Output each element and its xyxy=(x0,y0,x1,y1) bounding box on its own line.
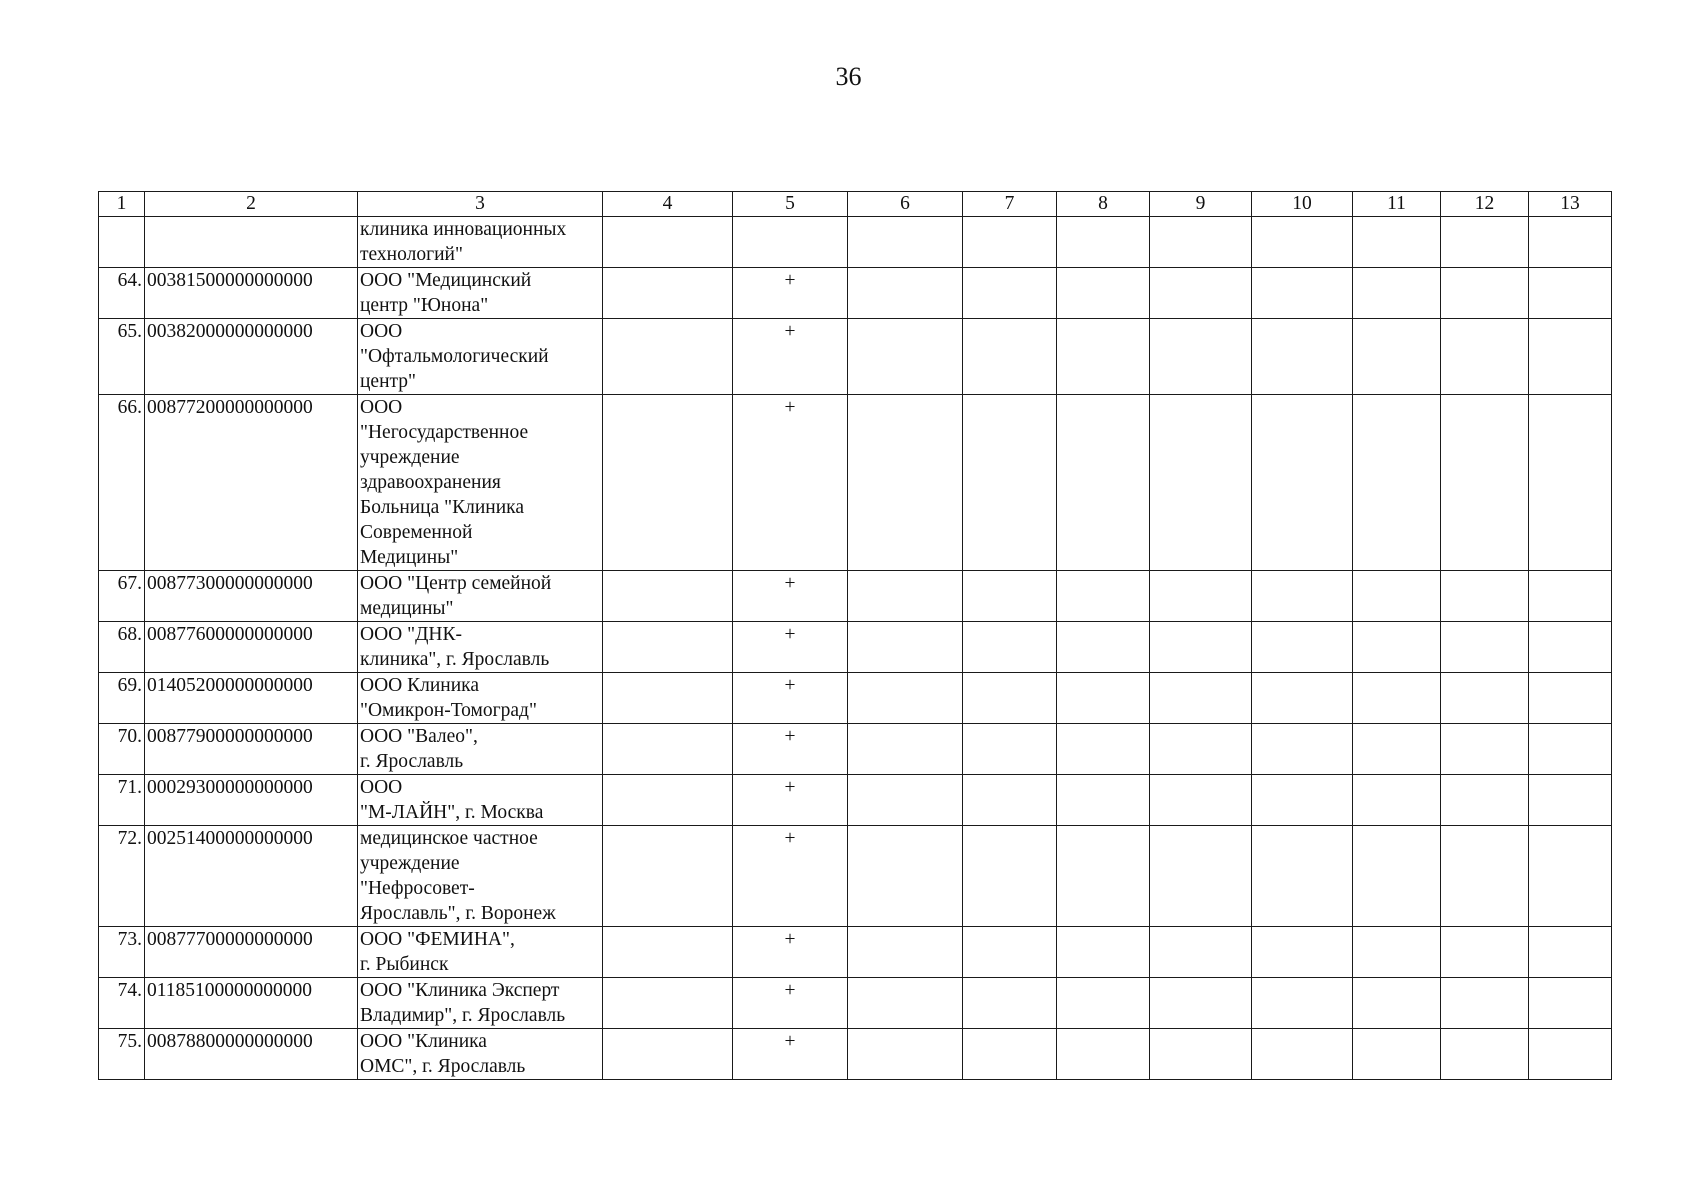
empty-cell xyxy=(1441,775,1529,826)
empty-cell xyxy=(848,724,963,775)
empty-cell xyxy=(1252,319,1353,395)
empty-cell xyxy=(1529,826,1612,927)
registry-code: 00877300000000000 xyxy=(145,571,358,622)
empty-cell xyxy=(1353,673,1441,724)
row-number: 64. xyxy=(99,268,145,319)
empty-cell xyxy=(1057,724,1150,775)
empty-cell xyxy=(848,1029,963,1080)
empty-cell xyxy=(1252,622,1353,673)
column-header: 11 xyxy=(1353,192,1441,217)
empty-cell xyxy=(603,724,733,775)
empty-cell xyxy=(963,978,1057,1029)
header-row xyxy=(99,192,1612,217)
empty-cell xyxy=(1252,268,1353,319)
empty-cell xyxy=(1529,1029,1612,1080)
column-header: 6 xyxy=(848,192,963,217)
empty-cell xyxy=(1529,268,1612,319)
row-number: 70. xyxy=(99,724,145,775)
table-row xyxy=(99,622,1612,673)
plus-mark: + xyxy=(733,622,848,673)
table-row xyxy=(99,571,1612,622)
table-row xyxy=(99,927,1612,978)
empty-cell xyxy=(1353,622,1441,673)
row-number: 68. xyxy=(99,622,145,673)
table-row xyxy=(99,1029,1612,1080)
plus-mark: + xyxy=(733,319,848,395)
empty-cell xyxy=(1529,673,1612,724)
empty-cell xyxy=(1353,724,1441,775)
row-number: 65. xyxy=(99,319,145,395)
empty-cell xyxy=(848,571,963,622)
organization-name: ООО "ФЕМИНА", г. Рыбинск xyxy=(358,927,603,978)
empty-cell xyxy=(1353,395,1441,571)
empty-cell xyxy=(1353,826,1441,927)
registry-code: 00382000000000000 xyxy=(145,319,358,395)
table-row xyxy=(99,775,1612,826)
empty-cell xyxy=(1252,217,1353,268)
empty-cell xyxy=(1441,319,1529,395)
empty-cell xyxy=(1441,622,1529,673)
empty-cell xyxy=(1441,268,1529,319)
empty-cell xyxy=(848,319,963,395)
empty-cell xyxy=(1252,1029,1353,1080)
empty-cell xyxy=(1150,978,1252,1029)
empty-cell xyxy=(1252,978,1353,1029)
empty-cell xyxy=(1353,1029,1441,1080)
empty-cell xyxy=(1057,775,1150,826)
empty-cell xyxy=(603,622,733,673)
empty-cell xyxy=(963,571,1057,622)
column-header: 8 xyxy=(1057,192,1150,217)
registry-code: 01405200000000000 xyxy=(145,673,358,724)
empty-cell xyxy=(848,217,963,268)
empty-cell xyxy=(1353,978,1441,1029)
registry-code: 00878800000000000 xyxy=(145,1029,358,1080)
empty-cell xyxy=(1057,1029,1150,1080)
empty-cell xyxy=(603,775,733,826)
empty-cell xyxy=(963,622,1057,673)
table-row xyxy=(99,724,1612,775)
empty-cell xyxy=(1150,319,1252,395)
empty-cell xyxy=(603,571,733,622)
row-number xyxy=(99,217,145,268)
empty-cell xyxy=(1150,268,1252,319)
empty-cell xyxy=(1353,217,1441,268)
empty-cell xyxy=(1252,775,1353,826)
empty-cell xyxy=(1353,571,1441,622)
empty-cell xyxy=(848,978,963,1029)
registry-code: 00877700000000000 xyxy=(145,927,358,978)
empty-cell xyxy=(1441,724,1529,775)
empty-cell xyxy=(963,927,1057,978)
plus-mark: + xyxy=(733,673,848,724)
empty-cell xyxy=(1529,319,1612,395)
organization-name: ООО "Центр семейной медицины" xyxy=(358,571,603,622)
row-number: 66. xyxy=(99,395,145,571)
plus-mark: + xyxy=(733,1029,848,1080)
organization-name: ООО "Офтальмологический центр" xyxy=(358,319,603,395)
empty-cell xyxy=(1057,978,1150,1029)
table-row xyxy=(99,826,1612,927)
empty-cell xyxy=(1057,217,1150,268)
empty-cell xyxy=(603,978,733,1029)
empty-cell xyxy=(1529,571,1612,622)
empty-cell xyxy=(1150,775,1252,826)
row-number: 73. xyxy=(99,927,145,978)
plus-mark: + xyxy=(733,571,848,622)
table-row xyxy=(99,395,1612,571)
empty-cell xyxy=(1353,775,1441,826)
column-header: 7 xyxy=(963,192,1057,217)
empty-cell xyxy=(848,826,963,927)
empty-cell xyxy=(1252,927,1353,978)
registry-code: 01185100000000000 xyxy=(145,978,358,1029)
empty-cell xyxy=(1353,319,1441,395)
column-header: 5 xyxy=(733,192,848,217)
row-number: 74. xyxy=(99,978,145,1029)
empty-cell xyxy=(1353,927,1441,978)
registry-code: 00029300000000000 xyxy=(145,775,358,826)
plus-mark: + xyxy=(733,826,848,927)
empty-cell xyxy=(1150,622,1252,673)
empty-cell xyxy=(963,826,1057,927)
column-header: 4 xyxy=(603,192,733,217)
empty-cell xyxy=(603,319,733,395)
column-header: 13 xyxy=(1529,192,1612,217)
empty-cell xyxy=(848,395,963,571)
table-row xyxy=(99,217,1612,268)
empty-cell xyxy=(1441,1029,1529,1080)
empty-cell xyxy=(848,622,963,673)
empty-cell xyxy=(1529,724,1612,775)
empty-cell xyxy=(1150,217,1252,268)
row-number: 69. xyxy=(99,673,145,724)
empty-cell xyxy=(963,724,1057,775)
column-header: 9 xyxy=(1150,192,1252,217)
organization-name: клиника инновационных технологий" xyxy=(358,217,603,268)
empty-cell xyxy=(1057,826,1150,927)
organization-name: медицинское частное учреждение "Нефросовет- Ярославль", г. Воронеж xyxy=(358,826,603,927)
column-header: 2 xyxy=(145,192,358,217)
empty-cell xyxy=(1441,673,1529,724)
organization-name: ООО "Негосударственное учреждение здравоохранения Больница "Клиника Современной Медицины" xyxy=(358,395,603,571)
empty-cell xyxy=(1529,622,1612,673)
row-number: 67. xyxy=(99,571,145,622)
row-number: 75. xyxy=(99,1029,145,1080)
plus-mark xyxy=(733,217,848,268)
registry-code xyxy=(145,217,358,268)
empty-cell xyxy=(1529,775,1612,826)
empty-cell xyxy=(603,927,733,978)
empty-cell xyxy=(1057,268,1150,319)
empty-cell xyxy=(1150,395,1252,571)
empty-cell xyxy=(1057,622,1150,673)
empty-cell xyxy=(1150,826,1252,927)
empty-cell xyxy=(603,673,733,724)
organization-name: ООО "Медицинский центр "Юнона" xyxy=(358,268,603,319)
column-header: 12 xyxy=(1441,192,1529,217)
empty-cell xyxy=(1252,571,1353,622)
empty-cell xyxy=(1057,319,1150,395)
empty-cell xyxy=(1150,927,1252,978)
empty-cell xyxy=(963,1029,1057,1080)
organization-name: ООО Клиника "Омикрон-Томоград" xyxy=(358,673,603,724)
table-row xyxy=(99,673,1612,724)
empty-cell xyxy=(963,268,1057,319)
plus-mark: + xyxy=(733,724,848,775)
empty-cell xyxy=(1441,826,1529,927)
empty-cell xyxy=(1252,826,1353,927)
page-number: 36 xyxy=(835,62,862,91)
empty-cell xyxy=(963,395,1057,571)
empty-cell xyxy=(603,217,733,268)
plus-mark: + xyxy=(733,927,848,978)
column-header: 10 xyxy=(1252,192,1353,217)
row-number: 72. xyxy=(99,826,145,927)
empty-cell xyxy=(1057,927,1150,978)
empty-cell xyxy=(1441,217,1529,268)
plus-mark: + xyxy=(733,268,848,319)
organization-name: ООО "Клиника Эксперт Владимир", г. Ярославль xyxy=(358,978,603,1029)
empty-cell xyxy=(848,673,963,724)
empty-cell xyxy=(1252,724,1353,775)
empty-cell xyxy=(603,395,733,571)
plus-mark: + xyxy=(733,395,848,571)
table-row xyxy=(99,319,1612,395)
column-header: 3 xyxy=(358,192,603,217)
registry-table xyxy=(98,191,1612,1080)
registry-code: 00877600000000000 xyxy=(145,622,358,673)
empty-cell xyxy=(1353,268,1441,319)
plus-mark: + xyxy=(733,775,848,826)
registry-code: 00251400000000000 xyxy=(145,826,358,927)
empty-cell xyxy=(1057,673,1150,724)
empty-cell xyxy=(1529,927,1612,978)
empty-cell xyxy=(963,775,1057,826)
organization-name: ООО "М-ЛАЙН", г. Москва xyxy=(358,775,603,826)
empty-cell xyxy=(1057,395,1150,571)
empty-cell xyxy=(1441,571,1529,622)
empty-cell xyxy=(1529,217,1612,268)
empty-cell xyxy=(963,673,1057,724)
organization-name: ООО "Клиника ОМС", г. Ярославль xyxy=(358,1029,603,1080)
column-header: 1 xyxy=(99,192,145,217)
empty-cell xyxy=(1252,673,1353,724)
table-row xyxy=(99,268,1612,319)
empty-cell xyxy=(1150,571,1252,622)
empty-cell xyxy=(1150,673,1252,724)
registry-code: 00877900000000000 xyxy=(145,724,358,775)
registry-code: 00381500000000000 xyxy=(145,268,358,319)
empty-cell xyxy=(848,775,963,826)
organization-name: ООО "Валео", г. Ярославль xyxy=(358,724,603,775)
empty-cell xyxy=(1252,395,1353,571)
registry-code: 00877200000000000 xyxy=(145,395,358,571)
empty-cell xyxy=(1529,978,1612,1029)
organization-name: ООО "ДНК- клиника", г. Ярославль xyxy=(358,622,603,673)
table-body xyxy=(99,217,1612,1080)
empty-cell xyxy=(848,268,963,319)
empty-cell xyxy=(1529,395,1612,571)
empty-cell xyxy=(1441,978,1529,1029)
empty-cell xyxy=(963,217,1057,268)
empty-cell xyxy=(603,268,733,319)
empty-cell xyxy=(1150,724,1252,775)
plus-mark: + xyxy=(733,978,848,1029)
empty-cell xyxy=(1150,1029,1252,1080)
empty-cell xyxy=(603,1029,733,1080)
empty-cell xyxy=(848,927,963,978)
empty-cell xyxy=(1057,571,1150,622)
row-number: 71. xyxy=(99,775,145,826)
empty-cell xyxy=(963,319,1057,395)
table-row xyxy=(99,978,1612,1029)
empty-cell xyxy=(603,826,733,927)
empty-cell xyxy=(1441,395,1529,571)
empty-cell xyxy=(1441,927,1529,978)
